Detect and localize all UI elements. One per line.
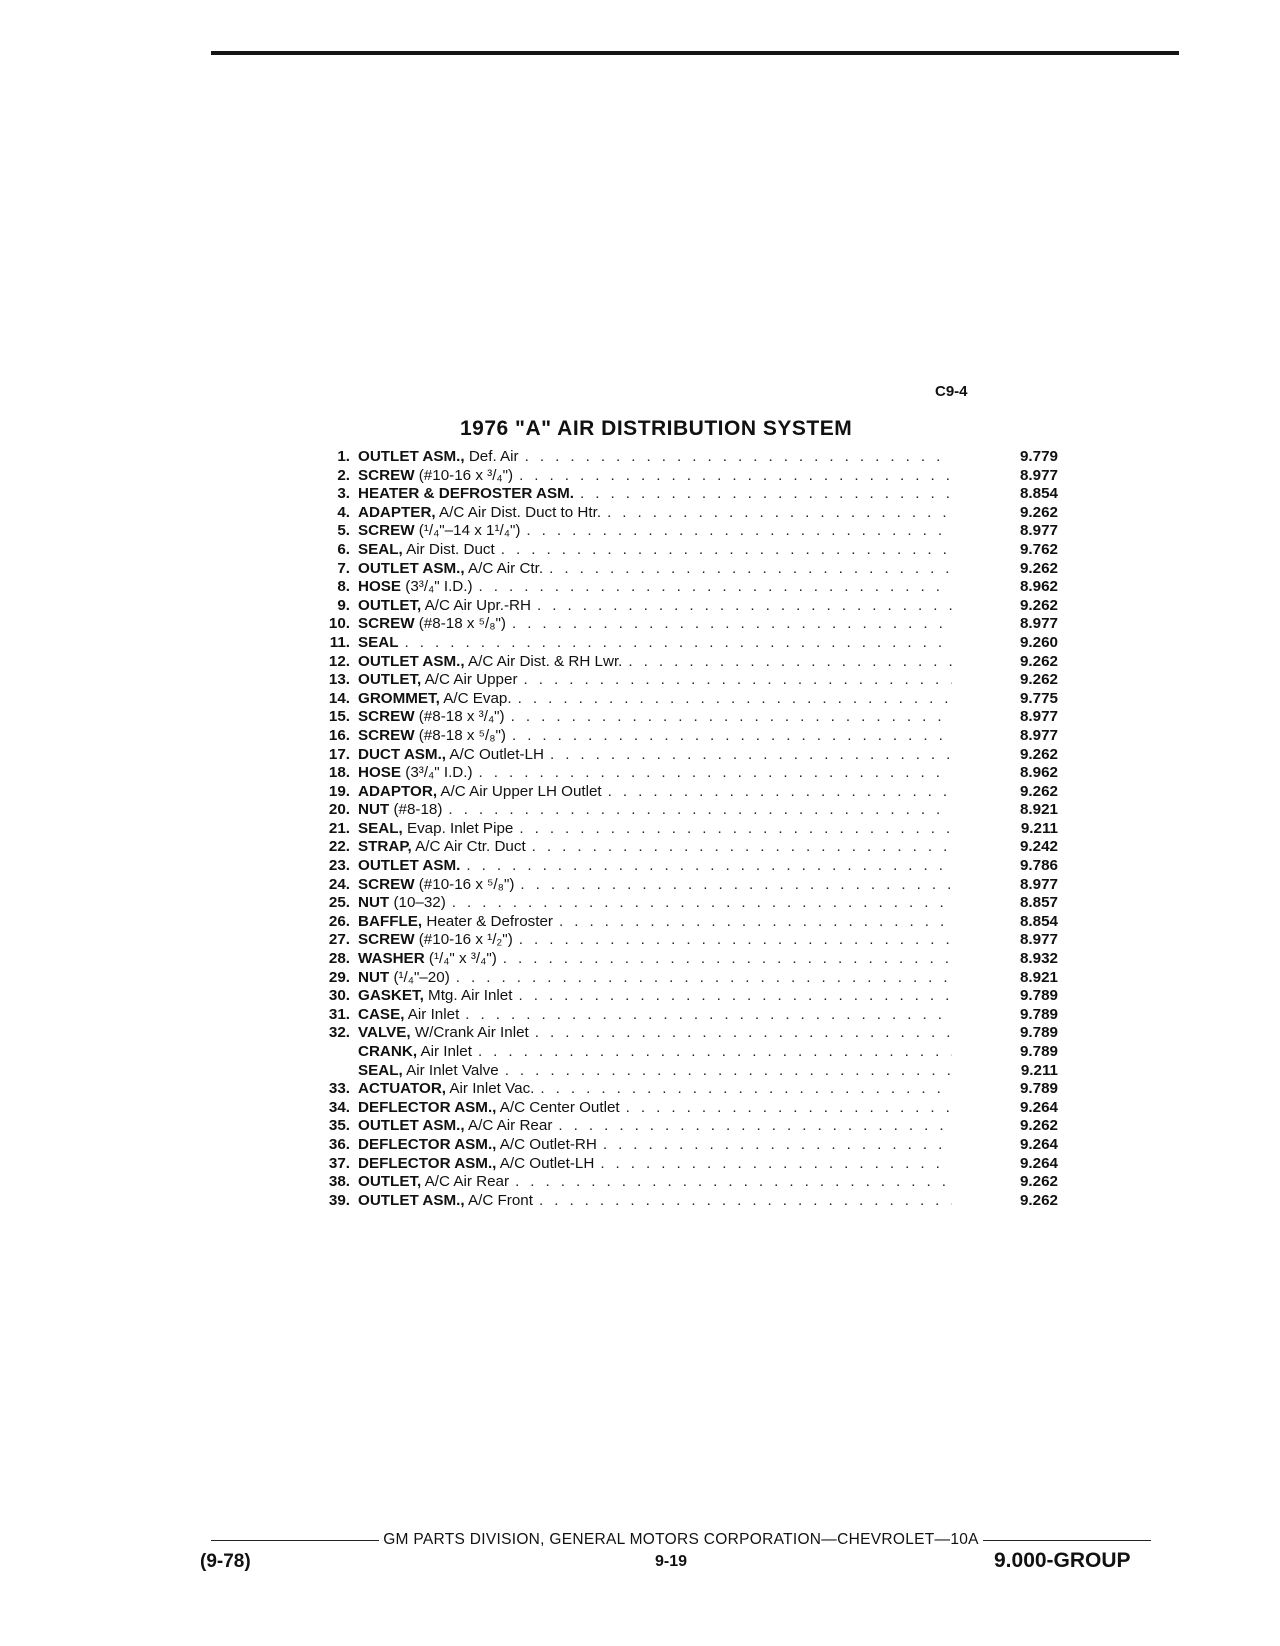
parts-list (308, 448, 1058, 1210)
part-name: SCREW (358, 931, 415, 949)
part-description (358, 913, 553, 932)
part-number: 34. (328, 1098, 350, 1116)
part-group-number: 9.264 (1019, 1154, 1058, 1172)
dot-leader (478, 1043, 952, 1062)
dot-leader (518, 987, 952, 1006)
part-name: OUTLET ASM., (358, 559, 465, 577)
part-row (308, 876, 1058, 895)
part-row (308, 541, 1058, 560)
part-group-number: 8.977 (1019, 708, 1058, 726)
part-row (308, 746, 1058, 765)
part-description (358, 1173, 509, 1192)
part-detail: Evap. Inlet Pipe (402, 819, 514, 837)
part-name: CASE, (358, 1005, 405, 1023)
part-group-number: 8.921 (1019, 801, 1058, 819)
part-group-number: 9.262 (1019, 559, 1058, 577)
part-detail: Def. Air (464, 448, 519, 465)
part-detail: Heater & Defroster (422, 912, 553, 930)
part-detail: (10–32) (389, 894, 446, 912)
part-row (308, 764, 1058, 783)
part-row (308, 1006, 1058, 1025)
part-description (358, 1006, 459, 1025)
part-group-number: 9.786 (1019, 857, 1058, 875)
part-name: DEFLECTOR ASM., (358, 1135, 497, 1153)
part-number: 21. (328, 819, 350, 837)
part-number: 9. (337, 596, 350, 614)
dot-leader (628, 653, 952, 672)
part-description (358, 987, 512, 1006)
dot-leader (607, 504, 952, 523)
part-name: WASHER (358, 950, 425, 968)
part-group-number: 9.264 (1019, 1135, 1058, 1153)
part-number: 31. (328, 1005, 350, 1023)
part-number: 19. (328, 782, 350, 800)
part-group-number: 8.854 (1019, 912, 1058, 930)
part-name: HOSE (358, 764, 402, 782)
part-detail: (3³/₄" I.D.) (401, 578, 473, 596)
part-group-number: 9.262 (1019, 652, 1058, 670)
part-row (308, 597, 1058, 616)
dot-leader (519, 467, 952, 486)
part-number: 12. (328, 652, 350, 670)
part-name: OUTLET ASM. (358, 857, 461, 875)
part-description (358, 653, 622, 672)
footer-group: 9.000-GROUP (994, 1549, 1131, 1572)
part-name: GROMMET, (358, 689, 440, 707)
part-number: 2. (337, 466, 350, 484)
part-row (308, 931, 1058, 950)
part-number: 24. (328, 875, 350, 893)
part-number: 36. (328, 1135, 350, 1153)
dot-leader (479, 578, 952, 597)
part-detail: (#8-18 x ⁵/₈") (414, 615, 506, 633)
part-name: NUT (358, 801, 390, 819)
part-number: 37. (328, 1154, 350, 1172)
part-detail: A/C Air Upper LH Outlet (437, 782, 602, 800)
part-description (358, 783, 602, 802)
part-row (308, 987, 1058, 1006)
part-number: 7. (337, 559, 350, 577)
dot-leader (518, 690, 952, 709)
part-group-number: 9.262 (1019, 745, 1058, 763)
part-description (358, 1043, 472, 1062)
part-number: 15. (328, 708, 350, 726)
dot-leader (608, 783, 952, 802)
part-description (358, 764, 473, 783)
part-name: SCREW (358, 708, 415, 726)
part-detail: (#10-16 x ⁵/₈") (414, 875, 515, 893)
part-detail: A/C Outlet-LH (496, 1154, 595, 1172)
part-description (358, 485, 574, 504)
part-group-number: 9.789 (1019, 1024, 1058, 1042)
part-number: 27. (328, 931, 350, 949)
part-name: SEAL, (358, 1061, 403, 1079)
part-number: 33. (328, 1080, 350, 1098)
part-detail: A/C Air Rear (464, 1117, 553, 1135)
footer-rule-right (983, 1540, 1151, 1541)
part-detail: (#10-16 x ¹/₂") (414, 931, 513, 949)
part-group-number: 9.262 (1019, 1173, 1058, 1191)
part-name: OUTLET ASM., (358, 448, 465, 465)
part-number: 3. (337, 485, 350, 503)
part-name: VALVE, (358, 1024, 411, 1042)
part-description (358, 746, 544, 765)
part-name: NUT (358, 968, 390, 986)
part-name: GASKET, (358, 987, 424, 1005)
part-row (308, 708, 1058, 727)
dot-leader (505, 1062, 952, 1081)
part-number: 8. (337, 578, 350, 596)
part-group-number: 8.977 (1019, 726, 1058, 744)
part-number: 39. (328, 1191, 350, 1209)
part-detail: A/C Front (464, 1191, 533, 1209)
part-name: SCREW (358, 726, 415, 744)
part-group-number: 9.775 (1019, 689, 1058, 707)
part-group-number: 9.262 (1019, 782, 1058, 800)
part-number: 32. (328, 1024, 350, 1042)
part-detail: A/C Outlet-RH (496, 1135, 597, 1153)
dot-leader (465, 1006, 952, 1025)
part-row (308, 634, 1058, 653)
part-name: SEAL (358, 633, 399, 651)
part-description (358, 671, 518, 690)
part-group-number: 8.977 (1019, 522, 1058, 540)
part-description (358, 522, 520, 541)
part-group-number: 9.262 (1019, 596, 1058, 614)
part-row (308, 467, 1058, 486)
part-name: CRANK, (358, 1043, 418, 1060)
part-row (308, 1062, 1058, 1081)
dot-leader (512, 615, 952, 634)
part-description (358, 969, 450, 988)
part-name: HEATER & DEFROSTER ASM. (358, 485, 575, 503)
part-group-number: 8.857 (1019, 894, 1058, 912)
part-description (358, 857, 460, 876)
part-detail: A/C Air Ctr. (464, 559, 544, 577)
part-row (308, 560, 1058, 579)
part-detail: Air Inlet Vac. (446, 1080, 535, 1098)
part-row (308, 615, 1058, 634)
part-detail: (¹/₄"–14 x 1¹/₄") (414, 522, 521, 540)
part-detail: (#8-18) (389, 801, 443, 819)
part-detail: A/C Air Dist. & RH Lwr. (464, 652, 623, 670)
part-row (308, 727, 1058, 746)
dot-leader (549, 560, 952, 579)
part-number: 23. (328, 857, 350, 875)
part-group-number: 9.789 (1019, 1080, 1058, 1098)
dot-leader (479, 764, 952, 783)
part-row (308, 820, 1058, 839)
dot-leader (558, 1117, 952, 1136)
part-row (308, 913, 1058, 932)
part-group-number: 8.977 (1019, 931, 1058, 949)
part-number: 35. (328, 1117, 350, 1135)
part-description (358, 1136, 597, 1155)
part-name: ACTUATOR, (358, 1080, 447, 1098)
dot-leader (520, 876, 952, 895)
dot-leader (511, 708, 952, 727)
part-row (308, 653, 1058, 672)
part-description (358, 504, 601, 523)
part-description (358, 578, 473, 597)
part-group-number: 9.789 (1019, 987, 1058, 1005)
part-group-number: 8.962 (1019, 764, 1058, 782)
dot-leader (580, 485, 952, 504)
part-group-number: 9.262 (1019, 1117, 1058, 1135)
part-detail: (¹/₄"–20) (389, 968, 450, 986)
dot-leader (456, 969, 952, 988)
part-group-number: 8.962 (1019, 578, 1058, 596)
part-name: OUTLET ASM., (358, 652, 465, 670)
dot-leader (512, 727, 952, 746)
part-group-number: 9.211 (1020, 1061, 1058, 1079)
part-group-number: 9.789 (1019, 1005, 1058, 1023)
part-name: ADAPTOR, (358, 782, 438, 800)
part-detail: Air Inlet (404, 1005, 460, 1023)
part-row (308, 522, 1058, 541)
part-row (308, 1099, 1058, 1118)
part-detail: A/C Air Upper (421, 671, 518, 689)
part-description (358, 597, 531, 616)
part-description (358, 467, 513, 486)
page-title: 1976 "A" AIR DISTRIBUTION SYSTEM (460, 417, 853, 440)
part-name: SCREW (358, 522, 415, 540)
part-description (358, 634, 399, 653)
part-description (358, 1117, 552, 1136)
part-name: SCREW (358, 615, 415, 633)
dot-leader (466, 857, 952, 876)
part-number: 38. (328, 1173, 350, 1191)
part-row (308, 857, 1058, 876)
part-description (358, 690, 512, 709)
part-group-number: 9.779 (1019, 448, 1058, 465)
dot-leader (559, 913, 952, 932)
part-number: 1. (337, 448, 350, 465)
part-row (308, 578, 1058, 597)
part-detail: (#10-16 x ³/₄") (414, 466, 514, 484)
part-group-number: 9.211 (1020, 819, 1058, 837)
part-group-number: 9.762 (1019, 540, 1058, 558)
footer-date-code: (9-78) (200, 1551, 251, 1572)
part-description (358, 1099, 620, 1118)
part-name: OUTLET, (358, 1173, 422, 1191)
part-row (308, 1173, 1058, 1192)
part-name: DUCT ASM., (358, 745, 447, 763)
part-name: SCREW (358, 466, 415, 484)
part-description (358, 615, 506, 634)
dot-leader (519, 931, 952, 950)
part-group-number: 9.262 (1019, 671, 1058, 689)
part-number: 14. (328, 689, 350, 707)
part-description (358, 708, 505, 727)
part-group-number: 9.789 (1019, 1043, 1058, 1060)
dot-leader (537, 597, 952, 616)
part-name: OUTLET ASM., (358, 1117, 465, 1135)
part-row (308, 485, 1058, 504)
part-group-number: 8.921 (1019, 968, 1058, 986)
dot-leader (526, 522, 952, 541)
part-detail: Mtg. Air Inlet (423, 987, 513, 1005)
dot-leader (603, 1136, 952, 1155)
part-description (358, 894, 446, 913)
dot-leader (550, 746, 952, 765)
dot-leader (405, 634, 952, 653)
part-row (308, 1117, 1058, 1136)
part-detail: A/C Center Outlet (496, 1098, 620, 1116)
part-description (358, 820, 513, 839)
part-number: 11. (329, 633, 350, 651)
part-detail: A/C Air Upr.-RH (421, 596, 531, 614)
part-number: 25. (328, 894, 350, 912)
dot-leader (501, 541, 952, 560)
dot-leader (452, 894, 952, 913)
part-name: ADAPTER, (358, 503, 436, 521)
part-description (358, 541, 495, 560)
part-name: SEAL, (358, 819, 403, 837)
dot-leader (626, 1099, 952, 1118)
part-description (358, 727, 506, 746)
part-name: OUTLET ASM., (358, 1191, 465, 1209)
part-group-number: 8.932 (1019, 950, 1058, 968)
part-row (308, 1043, 1058, 1062)
part-detail: (3³/₄" I.D.) (401, 764, 473, 782)
part-row (308, 783, 1058, 802)
part-group-number: 8.977 (1019, 615, 1058, 633)
part-number: 26. (328, 912, 350, 930)
part-description (358, 838, 526, 857)
footer-publisher-line (211, 1531, 1151, 1549)
part-name: OUTLET, (358, 596, 422, 614)
part-detail: A/C Outlet-LH (446, 745, 544, 763)
part-number: 30. (328, 987, 350, 1005)
part-description (358, 1192, 533, 1211)
part-group-number: 9.262 (1019, 503, 1058, 521)
part-name: NUT (358, 894, 390, 912)
part-detail: A/C Air Ctr. Duct (411, 838, 526, 856)
dot-leader (539, 1192, 952, 1211)
part-number: 20. (328, 801, 350, 819)
part-detail: Air Inlet Valve (402, 1061, 499, 1079)
part-row (308, 801, 1058, 820)
part-description (358, 1024, 529, 1043)
part-description (358, 560, 543, 579)
part-name: HOSE (358, 578, 402, 596)
part-number: 13. (328, 671, 350, 689)
part-row (308, 969, 1058, 988)
part-description (358, 876, 514, 895)
part-row (308, 504, 1058, 523)
part-detail: A/C Air Dist. Duct to Htr. (435, 503, 602, 521)
part-row (308, 448, 1058, 467)
part-number: 17. (328, 745, 350, 763)
part-name: BAFFLE, (358, 912, 423, 930)
part-detail: (#8-18 x ⁵/₈") (414, 726, 506, 744)
top-rule (211, 51, 1179, 55)
dot-leader (535, 1024, 952, 1043)
part-group-number: 8.854 (1019, 485, 1058, 503)
part-row (308, 894, 1058, 913)
footer-page-number: 9-19 (655, 1553, 688, 1570)
part-group-number: 9.262 (1019, 1191, 1058, 1209)
dot-leader (524, 671, 952, 690)
part-number: 22. (328, 838, 350, 856)
dot-leader (448, 801, 952, 820)
part-number: 29. (328, 968, 350, 986)
part-name: SEAL, (358, 540, 403, 558)
part-description (358, 1080, 534, 1099)
part-description (358, 1155, 594, 1174)
dot-leader (540, 1080, 952, 1099)
part-row (308, 1155, 1058, 1174)
part-row (308, 1080, 1058, 1099)
part-detail: (¹/₄" x ³/₄") (424, 950, 497, 968)
part-name: OUTLET, (358, 671, 422, 689)
dot-leader (525, 448, 952, 467)
part-group-number: 8.977 (1019, 875, 1058, 893)
part-row (308, 1024, 1058, 1043)
dot-leader (519, 820, 952, 839)
part-group-number: 8.977 (1019, 466, 1058, 484)
part-detail: W/Crank Air Inlet (410, 1024, 529, 1042)
part-description (358, 931, 513, 950)
dot-leader (600, 1155, 952, 1174)
dot-leader (503, 950, 952, 969)
part-detail: Air Inlet (417, 1043, 472, 1060)
part-name: DEFLECTOR ASM., (358, 1154, 497, 1172)
part-row (308, 838, 1058, 857)
part-group-number: 9.264 (1019, 1098, 1058, 1116)
part-number: 10. (328, 615, 350, 633)
part-description (358, 1062, 499, 1081)
dot-leader (515, 1173, 952, 1192)
part-number: 18. (328, 764, 350, 782)
page-code: C9-4 (935, 383, 968, 400)
part-number: 6. (337, 540, 350, 558)
part-description (358, 950, 497, 969)
part-name: DEFLECTOR ASM., (358, 1098, 497, 1116)
part-group-number: 9.242 (1019, 838, 1058, 856)
part-detail: Air Dist. Duct (402, 540, 495, 558)
part-row (308, 1136, 1058, 1155)
footer-publisher: GM PARTS DIVISION, GENERAL MOTORS CORPORATION—CHEVROLET—10A (383, 1531, 979, 1548)
part-number: 28. (328, 950, 350, 968)
part-row (308, 1192, 1058, 1211)
part-row (308, 671, 1058, 690)
part-number: 5. (337, 522, 350, 540)
part-detail: (#8-18 x ³/₄") (414, 708, 505, 726)
part-row (308, 690, 1058, 709)
part-name: STRAP, (358, 838, 412, 856)
dot-leader (532, 838, 952, 857)
footer-rule-left (211, 1540, 379, 1541)
part-number: 16. (328, 726, 350, 744)
part-description (358, 801, 442, 820)
part-name: SCREW (358, 875, 415, 893)
part-group-number: 9.260 (1019, 633, 1058, 651)
part-number: 4. (337, 503, 350, 521)
part-row (308, 950, 1058, 969)
part-detail: A/C Air Rear (421, 1173, 510, 1191)
part-description (358, 448, 519, 467)
part-detail: A/C Evap. (439, 689, 512, 707)
